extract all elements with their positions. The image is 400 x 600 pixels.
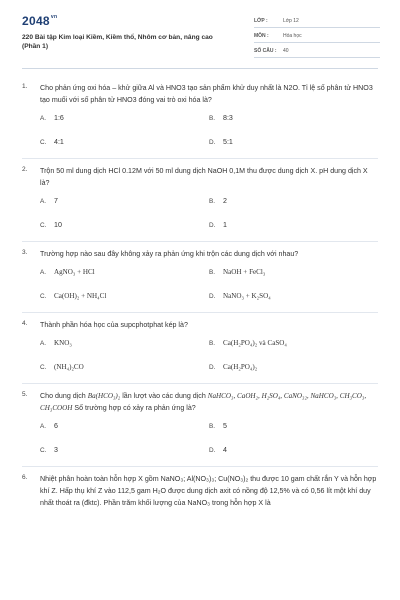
- question-number: 1.: [22, 83, 28, 90]
- option-b[interactable]: B. NaOH + FeCl₃: [209, 268, 266, 276]
- option-a[interactable]: A. AgNO₃ + HCl: [40, 268, 95, 276]
- option-a[interactable]: A. KNO₃: [40, 339, 72, 347]
- meta-value: Hóa học: [283, 33, 302, 39]
- question-number: 6.: [22, 474, 28, 481]
- question-text: Cho phản ứng oxi hóa – khử giữa Al và HNO3 tạo sản phẩm khử duy nhất là N2O. Tỉ lệ số phân tử HNO3 tạo muối với số phân tử HNO3 đóng vai trò oxi hóa là?: [40, 84, 373, 104]
- question-1: [0, 76, 400, 154]
- question-text: Thành phần hóa học của supcphotphat kép là?: [40, 321, 188, 329]
- question-2: [0, 159, 400, 237]
- option-a[interactable]: A. 7: [40, 197, 58, 205]
- header-divider: [22, 68, 378, 69]
- question-number: 2.: [22, 166, 28, 173]
- solution-list: NaHCO₃, CaOH₂, H₂SO₄, CaNO₃₂, NaHCO₃, CH₃CO₃, CH₃COOH: [40, 392, 367, 412]
- option-c[interactable]: C. (NH₄)₂CO: [40, 363, 84, 371]
- question-text: Cho dung dịch Ba(HCO₃)₂ lần lượt vào các dung dịch NaHCO₃, CaOH₂, H₂SO₄, CaNO₃₂, NaHCO₃, CH₃CO₃, CH₃COOH Số trường hợp có xảy ra phản ứng là?: [40, 392, 367, 412]
- option-b[interactable]: B. 5: [209, 422, 227, 430]
- question-number: 4.: [22, 320, 28, 327]
- meta-row-count: [254, 45, 380, 58]
- question-number: 5.: [22, 391, 28, 398]
- meta-value: Lớp 12: [283, 18, 299, 24]
- option-a[interactable]: A. 6: [40, 422, 58, 430]
- option-c[interactable]: C. Ca(OH)₂ + NH₄Cl: [40, 292, 107, 300]
- option-c[interactable]: C. 10: [40, 221, 62, 229]
- reactant-formula: Ba(HCO₃)₂: [87, 392, 121, 400]
- question-6: [0, 467, 400, 509]
- answer-options: [40, 189, 378, 237]
- document-header: [0, 0, 400, 72]
- question-text: Trộn 50 ml dung dịch HCl 0.12M với 50 ml dung dịch NaOH 0,1M thu được dung dịch X. pH dung dịch X là?: [40, 167, 368, 187]
- question-text: Nhiệt phân hoàn toàn hỗn hợp X gồm NaNO₃; Al(NO₃)₃; Cu(NO₃)₂ thu được 10 gam chất rắn Y và hỗn hợp khí Z. Hấp thụ khí Z vào 112,5 gam H₂O được dung dịch axit có nồng độ 12,5% và có 0,56 lít một khí duy nhất thoát ra (đktc). Phần trăm khối lượng của NaNO₃ trong hỗn hợp X là: [40, 475, 377, 507]
- option-d[interactable]: D. NaNO₃ + K₂SO₄: [209, 292, 271, 300]
- question-number: 3.: [22, 249, 28, 256]
- meta-row-subject: [254, 30, 380, 43]
- option-c[interactable]: C. 3: [40, 446, 58, 454]
- question-text: Trường hợp nào sau đây không xảy ra phản ứng khi trộn các dung dịch với nhau?: [40, 250, 299, 258]
- meta-label: LỚP :: [254, 18, 268, 24]
- logo-suffix: vn: [50, 14, 58, 20]
- question-5: [0, 384, 400, 462]
- document-title: 220 Bài tập Kim loại Kiềm, Kiềm thổ, Nhôm cơ bản, nâng cao (Phần 1): [22, 34, 213, 50]
- meta-row-class: [254, 15, 380, 28]
- option-d[interactable]: D. 5:1: [209, 138, 233, 146]
- meta-label: MÔN :: [254, 33, 269, 39]
- option-c[interactable]: C. 4:1: [40, 138, 64, 146]
- option-a[interactable]: A. 1:6: [40, 114, 64, 122]
- option-d[interactable]: D. Ca(H₂PO₄)₂: [209, 363, 258, 371]
- answer-options: [40, 414, 378, 462]
- option-d[interactable]: D. 4: [209, 446, 227, 454]
- site-logo[interactable]: $2048^{vn}$: [22, 14, 58, 28]
- meta-value: 40: [283, 48, 289, 54]
- question-list: [0, 76, 400, 509]
- meta-label: SỐ CÂU :: [254, 48, 277, 54]
- option-b[interactable]: B. 8:3: [209, 114, 233, 122]
- answer-options: [40, 106, 378, 154]
- option-b[interactable]: B. Ca(H₂PO₄)₂ và CaSO₄: [209, 339, 287, 347]
- question-3: [0, 242, 400, 308]
- option-d[interactable]: D. 1: [209, 221, 227, 229]
- option-b[interactable]: B. 2: [209, 197, 227, 205]
- answer-options: [40, 331, 378, 379]
- answer-options: [40, 260, 378, 308]
- meta-info: [254, 15, 380, 60]
- question-4: [0, 313, 400, 379]
